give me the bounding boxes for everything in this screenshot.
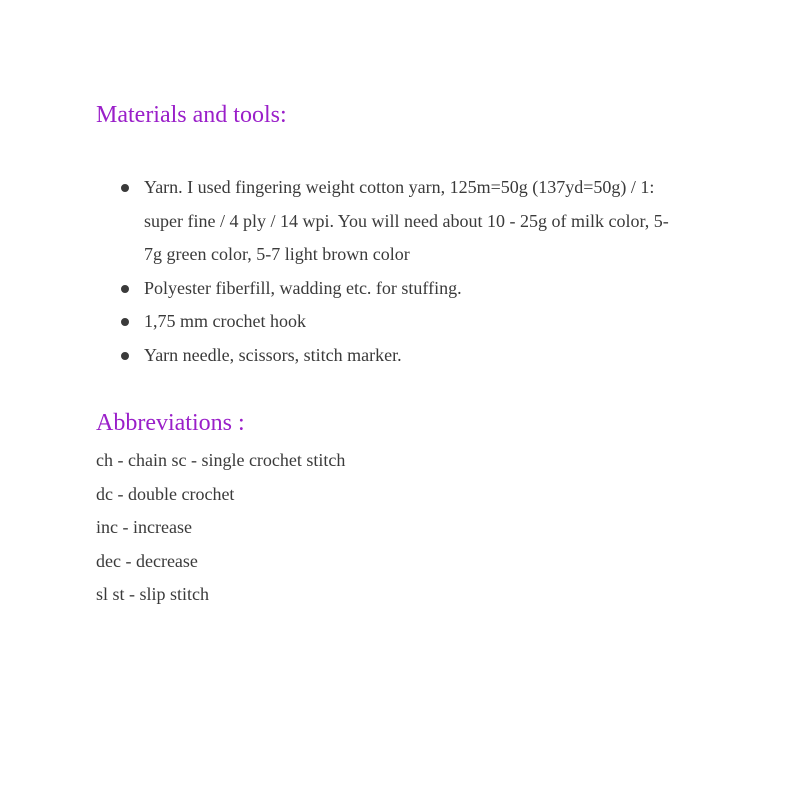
- bullet-icon: [121, 184, 129, 192]
- materials-list: [96, 171, 686, 372]
- abbreviations-list: [96, 444, 345, 612]
- bullet-icon: [121, 352, 129, 360]
- materials-item-hook: 1,75 mm crochet hook: [144, 311, 306, 331]
- abbreviation-line: inc - increase: [96, 517, 192, 537]
- list-item: [96, 272, 686, 306]
- materials-heading: Materials and tools:: [96, 102, 287, 128]
- abbreviation-line: dc - double crochet: [96, 483, 235, 504]
- abbreviation-line: ch - chain sc - single crochet stitch: [96, 450, 346, 470]
- bullet-icon: [121, 285, 129, 293]
- list-item: [96, 305, 686, 339]
- abbreviation-line: dec - decrease: [96, 550, 198, 571]
- materials-item-yarn: Yarn. I used fingering weight cotton yarn, 125m=50g (137yd=50g) / 1: super fine / 4 ply / 14 wpi. You will need about 10 - 25g of milk color, 5-7g green color, 5-7 light brown color: [144, 177, 669, 264]
- bullet-icon: [121, 318, 129, 326]
- list-item: [96, 339, 686, 373]
- materials-item-tools: Yarn needle, scissors, stitch marker.: [144, 344, 402, 365]
- list-item: [96, 171, 686, 272]
- abbreviation-line: sl st - slip stitch: [96, 584, 210, 604]
- abbreviations-heading: Abbreviations :: [96, 410, 245, 436]
- materials-item-fiberfill: Polyester fiberfill, wadding etc. for stuffing.: [144, 277, 462, 298]
